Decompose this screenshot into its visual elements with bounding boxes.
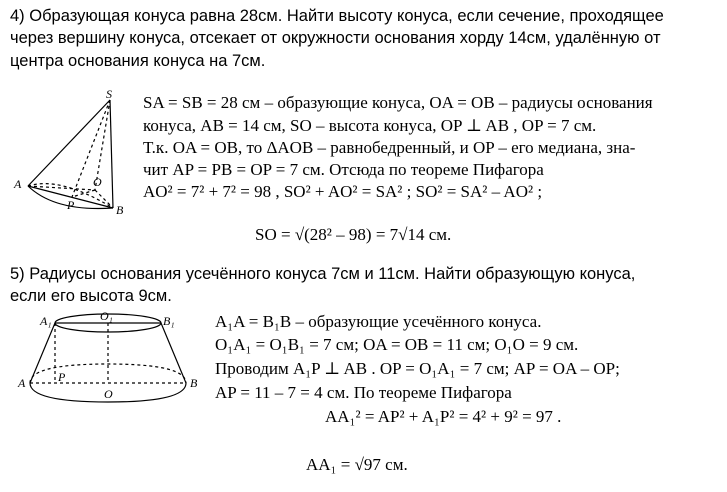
label-S: S	[106, 87, 112, 101]
problem5-solution-line-6: AA₁ = √97 см.	[306, 455, 408, 474]
label-A-bottom: A	[18, 376, 26, 390]
problem5-solution-line-5: AA₁² = AP² + A₁P² = 4² + 9² = 97 .	[325, 407, 562, 426]
label-P-bottom: P	[58, 370, 66, 384]
label-B1: B₁	[163, 314, 175, 328]
label-P: P	[67, 198, 75, 212]
problem5-statement-line-2: если его высота 9см.	[10, 287, 172, 305]
label-A1: A₁	[40, 314, 52, 328]
problem4-statement-line-1: 4) Образующая конуса равна 28см. Найти высоту конуса, если сечение, проходящее	[10, 7, 664, 25]
problem5-solution-line-3: Проводим A₁P ⊥ AB . OP = O₁A₁ = 7 см; AP = OA – OP;	[215, 359, 620, 378]
problem5-solution-line-1: A₁A = B₁B – образующие усечённого конуса.	[215, 312, 542, 331]
problem4-solution-line-3: Т.к. OA = OB, то ΔAOB – равнобедренный, и OP – его медиана, зна-	[143, 138, 636, 157]
label-B: B	[116, 203, 124, 217]
problem5-solution-line-4: AP = 11 – 7 = 4 см. По теореме Пифагора	[215, 383, 512, 402]
label-O: O	[93, 175, 102, 189]
problem5-solution-line-2: O₁A₁ = O₁B₁ = 7 см; OA = OB = 11 см; O₁O = 9 см.	[215, 335, 579, 354]
label-O-bottom: O	[104, 387, 113, 401]
problem5-statement-line-1: 5) Радиусы основания усечённого конуса 7см и 11см. Найти образующую конуса,	[10, 265, 636, 283]
problem4-solution-line-5: AO² = 7² + 7² = 98 , SO² + AO² = SA² ; SO² = SA² – AO² ;	[143, 182, 543, 201]
label-O1: O₁	[100, 309, 113, 323]
problem4-statement-line-3: центра основания конуса на 7см.	[10, 52, 266, 70]
label-A: A	[14, 177, 22, 191]
label-B-bottom: B	[190, 376, 198, 390]
problem4-solution-line-4: чит AP = PB = OP = 7 см. Отсюда по теореме Пифагора	[143, 160, 544, 179]
problem4-statement-line-2: через вершину конуса, отсекает от окружности основания хорду 14см, удалённую от	[10, 29, 661, 47]
problem4-solution-line-1: SA = SB = 28 см – образующие конуса, OA = OB – радиусы основания	[143, 93, 653, 112]
problem4-solution-line-6: SO = √(28² – 98) = 7√14 см.	[255, 225, 452, 244]
problem4-solution-line-2: конуса, AB = 14 см, SO – высота конуса, OP ⊥ AB , OP = 7 см.	[143, 116, 597, 135]
